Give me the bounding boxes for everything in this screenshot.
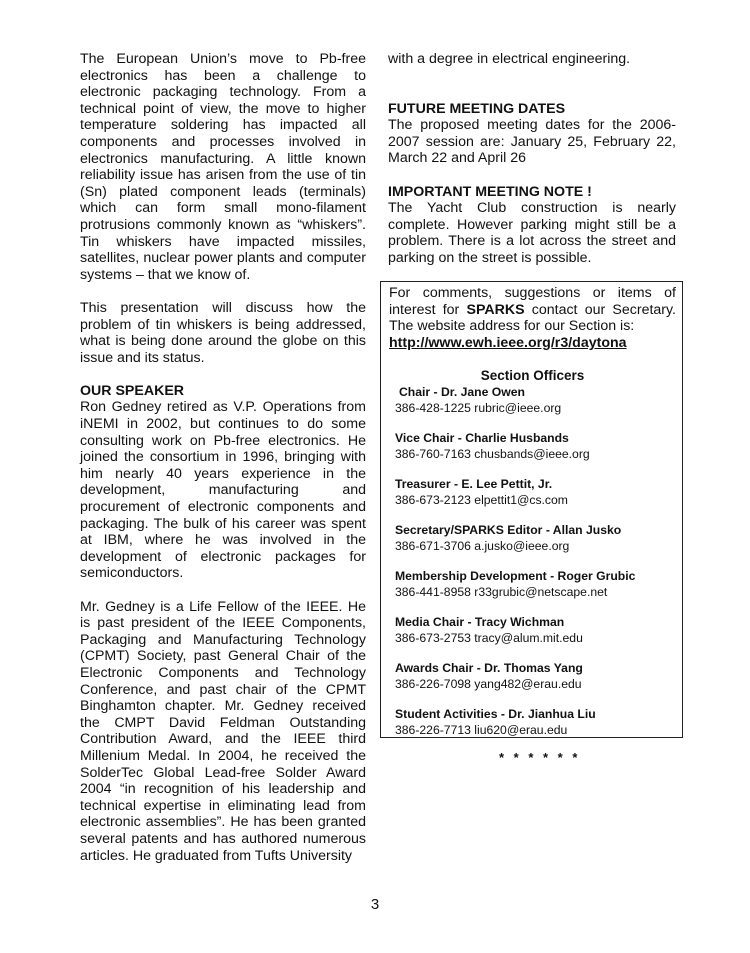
- meeting-note-text: The Yacht Club construction is nearly complete. However parking might still be a problem. There is a lot across the street and parking on the street is possible.: [388, 200, 676, 266]
- presentation-paragraph: This presentation will discuss how the problem of tin whiskers is being addressed, what is being done around the globe on this issue and its status.: [80, 299, 366, 366]
- sparks-name: SPARKS: [466, 301, 525, 318]
- officer-contact: [395, 447, 675, 463]
- officer-contact: [395, 401, 675, 417]
- speaker-honors-paragraph: Mr. Gedney is a Life Fellow of the IEEE. He is past president of the IEEE Components, Packaging and Manufacturing Technology (CPMT) Society, past General Chair of the Electronic Components and Technology Conference, and past chair of the CPMT Binghamton chapter. Mr. Gedney received the CMPT David Feldman Outstanding Contribution Award, and the IEEE third Millenium Medal. In 2004, he received the SolderTec Global Lead-free Solder Award 2004 “in recognition of his leadership and technical expertise in eliminating lead from electronic assemblies”. He has been granted several patents and has authored numerous articles. He graduated from Tufts University: [80, 598, 366, 864]
- website-link[interactable]: http://www.ewh.ieee.org/r3/daytona: [389, 334, 627, 351]
- officer-phone: 386-226-7098: [395, 676, 471, 691]
- section-separator: * * * * * *: [499, 750, 581, 765]
- officer-contact: [395, 723, 675, 739]
- speaker-bio-paragraph: Ron Gedney retired as V.P. Operations from iNEMI in 2002, but continues to do some consulting work on Pb-free electronics. He joined the consortium in 1996, bringing with him nearly 40 years experience in the development, manufacturing and procurement of electronic components and packaging. The bulk of his career was spent at IBM, where he was involved in the development of electronic packages for semiconductors.: [80, 399, 366, 582]
- officer-email[interactable]: elpettit1@cs.com: [474, 492, 568, 507]
- page-number: 3: [370, 896, 380, 913]
- contact-intro-text-2: contact our Secretary. The website address for our Section is:: [389, 301, 676, 335]
- officer-entry: [395, 569, 675, 615]
- officer-contact: [395, 539, 675, 555]
- officer-phone: 386-673-2753: [395, 630, 471, 645]
- officer-entry: [395, 385, 675, 431]
- intro-paragraph: The European Union’s move to Pb-free electronics has been a challenge to electronic packaging technology. From a technical point of view, the move to higher temperature soldering has impacted all components and processes involved in electronics manufacturing. A little known reliability issue has arisen from the use of tin (Sn) plated component leads (terminals) which can form small mono-filament protrusions commonly known as “whiskers”. Tin whiskers have impacted missiles, satellites, nuclear power plants and computer systems – that we know of.: [80, 51, 366, 283]
- officer-role: Vice Chair - Charlie Husbands: [395, 431, 569, 445]
- officer-entry: [395, 661, 675, 707]
- left-column: [80, 51, 366, 864]
- officer-phone: 386-441-8958: [395, 584, 471, 599]
- officer-email[interactable]: r33grubic@netscape.net: [474, 584, 608, 599]
- officer-entry: [395, 477, 675, 523]
- officer-entry: [395, 431, 675, 477]
- officer-role: Student Activities - Dr. Jianhua Liu: [395, 707, 596, 721]
- meeting-dates-text: The proposed meeting dates for the 2006-2007 session are: January 25, February 22, March 22 and April 26: [388, 117, 676, 167]
- officer-role: Secretary/SPARKS Editor - Allan Jusko: [395, 523, 622, 537]
- officer-contact: [395, 631, 675, 647]
- officer-phone: 386-428-1225: [395, 400, 471, 415]
- officer-contact: [395, 677, 675, 693]
- officer-entry: [395, 523, 675, 569]
- officer-phone: 386-226-7713: [395, 722, 471, 737]
- officer-role: Awards Chair - Dr. Thomas Yang: [395, 661, 583, 675]
- officer-role: Membership Development - Roger Grubic: [395, 569, 636, 583]
- officers-list: [395, 385, 675, 753]
- meeting-note-heading: IMPORTANT MEETING NOTE !: [388, 183, 592, 200]
- officer-email[interactable]: yang482@erau.edu: [474, 676, 582, 691]
- officer-role: Media Chair - Tracy Wichman: [395, 615, 565, 629]
- officer-entry: [395, 615, 675, 661]
- officer-email[interactable]: rubric@ieee.org: [474, 400, 562, 415]
- officer-phone: 386-671-3706: [395, 538, 471, 553]
- contact-intro: [389, 285, 676, 351]
- continuation-text: with a degree in electrical engineering.: [388, 51, 631, 67]
- officer-phone: 386-760-7163: [395, 446, 471, 461]
- officer-email[interactable]: a.jusko@ieee.org: [474, 538, 570, 553]
- officer-role: Treasurer - E. Lee Pettit, Jr.: [395, 477, 553, 491]
- contact-box: [380, 281, 683, 738]
- officers-title: Section Officers: [480, 368, 585, 383]
- officer-contact: [395, 493, 675, 509]
- officer-email[interactable]: tracy@alum.mit.edu: [474, 630, 583, 645]
- officer-phone: 386-673-2123: [395, 492, 471, 507]
- officer-role: Chair - Dr. Jane Owen: [399, 385, 525, 399]
- right-column: [388, 51, 676, 283]
- speaker-heading: OUR SPEAKER: [80, 382, 185, 399]
- meeting-dates-heading: FUTURE MEETING DATES: [388, 100, 566, 117]
- officer-entry: [395, 707, 675, 753]
- officer-email[interactable]: liu620@erau.edu: [474, 722, 568, 737]
- contact-intro-text: For comments, suggestions or items of interest for: [389, 285, 676, 318]
- officer-contact: [395, 585, 675, 601]
- officer-email[interactable]: chusbands@ieee.org: [474, 446, 590, 461]
